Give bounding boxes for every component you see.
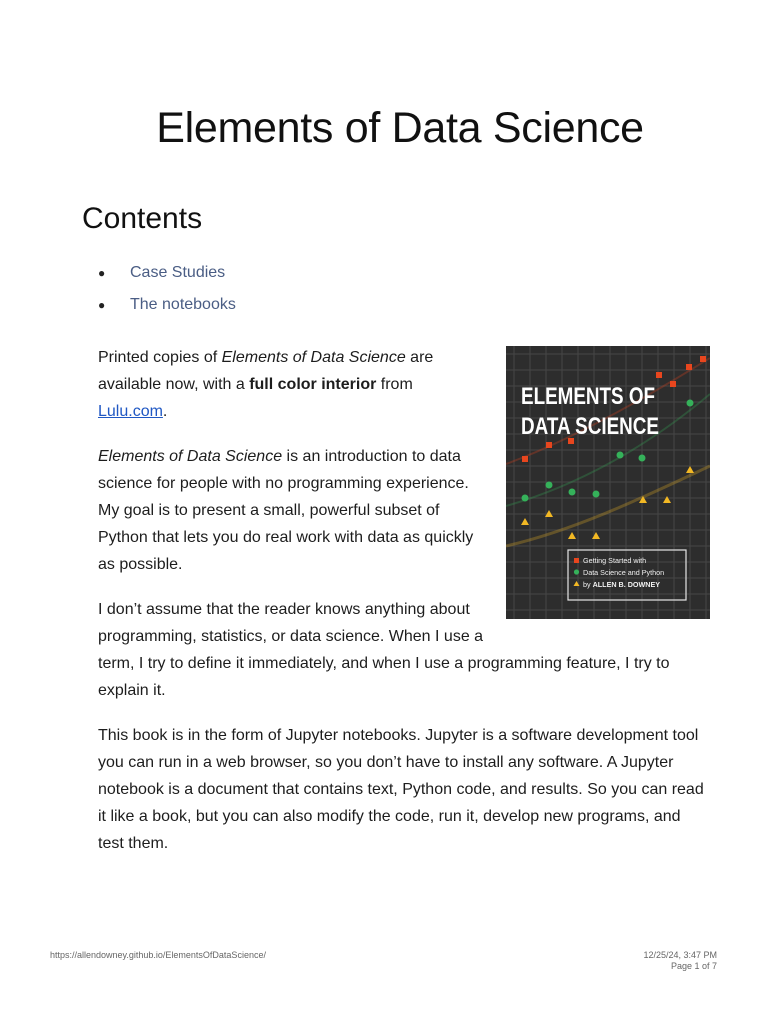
- footer-page-number: Page 1 of 7: [670, 961, 717, 971]
- contents-heading: Contents: [82, 202, 203, 235]
- cover-legend-3: by ALLEN B. DOWNEY: [583, 580, 661, 589]
- bullet-icon: ●: [98, 298, 106, 312]
- bullet-icon: ●: [98, 266, 106, 280]
- description-paragraph: Elements of Data Science is an introduction to data science for people with no programming experience. My goal is to present a small, powerful subset of Python that lets you do real work with data as quickly as possible.: [98, 448, 474, 573]
- toc-link-case-studies[interactable]: Case Studies: [130, 264, 226, 281]
- main-content: [98, 344, 708, 875]
- cover-title-line2: DATA SCIENCE: [521, 413, 659, 440]
- assumptions-paragraph: I don’t assume that the reader knows anything about programming, statistics, or data science. When I use a term, I try to define it immediately, and when I use a programming feature, I try to explain it.: [98, 601, 670, 699]
- cover-title-line1: ELEMENTS OF: [521, 383, 655, 410]
- footer-page-info: [643, 950, 717, 972]
- bold-text: full color interior: [249, 376, 377, 393]
- cover-legend-2: Data Science and Python: [583, 568, 665, 577]
- footer-datetime: 12/25/24, 3:47 PM: [643, 950, 717, 960]
- page-title: Elements of Data Science: [156, 104, 644, 152]
- book-cover-image: [506, 346, 710, 619]
- book-title: Elements of Data Science: [98, 448, 283, 465]
- toc-link-notebooks[interactable]: The notebooks: [130, 296, 236, 313]
- book-title: Elements of Data Science: [221, 349, 406, 366]
- cover-legend-1: Getting Started with: [583, 556, 647, 565]
- jupyter-paragraph: This book is in the form of Jupyter notebooks. Jupyter is a software development tool you can run in a web browser, so you don’t have to install any software. A Jupyter notebook is a document that contains text, Python code, and results. So you can read it like a book, but you can also modify the code, run it, develop new programs, and test them.: [98, 727, 704, 852]
- footer-url: https://allendowney.github.io/ElementsOfDataScience/: [50, 950, 266, 960]
- intro-paragraph: Printed copies of Elements of Data Science are available now, with a full color interior from Lulu.com.: [98, 349, 434, 420]
- lulu-link[interactable]: Lulu.com: [98, 403, 163, 420]
- book-cover-graphic: [506, 346, 710, 619]
